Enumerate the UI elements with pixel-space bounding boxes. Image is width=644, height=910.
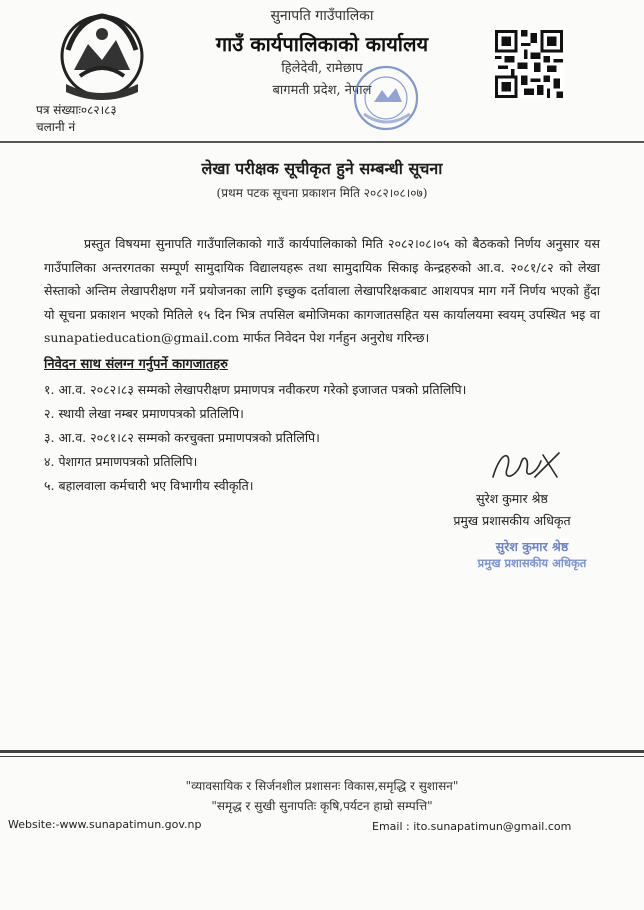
list-item: १. आ.व. २०८२।८३ सम्मको लेखापरीक्षण प्रमाणपत्र नवीकरण गरेको इजाजत पत्रको प्रतिलिपि।	[44, 382, 467, 397]
name-stamp: सुरेश कुमार श्रेष्ठ	[495, 539, 569, 554]
list-item: २. स्थायी लेखा नम्बर प्रमाणपत्रको प्रतिलिपि।	[44, 406, 244, 421]
post-stamp: प्रमुख प्रशासकीय अधिकृत	[477, 556, 587, 570]
footer-slogan-2: "समृद्ध र सुखी सुनापतिः कृषि,पर्यटन हाम्रो सम्पत्ति"	[211, 799, 433, 813]
municipality-name: सुनापति गाउँपालिका	[270, 8, 374, 24]
list-item: ५. बहालवाला कर्मचारी भए विभागीय स्वीकृति।	[44, 478, 254, 493]
letter-number: पत्र संख्याः०८२।८३	[36, 103, 117, 117]
dispatch-number: चलानी नं	[36, 120, 76, 134]
notice-title: लेखा परीक्षक सूचीकृत हुने सम्बन्धी सूचना	[201, 159, 443, 178]
reference-block	[36, 102, 117, 136]
office-seal-icon	[352, 64, 420, 132]
footer-website: Website:-www.sunapatimun.gov.np	[8, 818, 202, 831]
signatory-post: प्रमुख प्रशासकीय अधिकृत	[453, 513, 571, 528]
footer-divider-thin	[0, 756, 644, 757]
documents-list	[44, 380, 466, 500]
signature-icon	[487, 447, 567, 487]
office-province: बागमती प्रदेश, नेपाल	[272, 83, 372, 98]
footer-email: Email : ito.sunapatimun@gmail.com	[372, 820, 572, 833]
notice-subtitle: (प्रथम पटक सूचना प्रकाशन मिति २०८२।०८।०७)	[216, 186, 428, 200]
footer-slogan-1: "व्यावसायिक र सिर्जनशील प्रशासनः विकास,समृद्धि र सुशासन"	[185, 779, 459, 793]
header-divider	[0, 141, 644, 143]
signatory-name: सुरेश कुमार श्रेष्ठ	[476, 491, 548, 506]
office-name: गाउँ कार्यपालिकाको कार्यालय	[215, 32, 429, 56]
documents-heading: निवेदन साथ संलग्न गर्नुपर्ने कागजातहरु	[44, 357, 228, 372]
notice-body: प्रस्तुत विषयमा सुनापति गाउँपालिकाको गाउँ कार्यपालिकाको मिति २०८२।०८।०५ को बैठकको निर्णय अनुसार यस गाउँपालिका अन्तरगतका सम्पूर्ण सामुदायिक विद्यालयहरू तथा सामुदायिक सिकाइ केन्द्रहरुको आ.व. २०८१/८२ को लेखा सेस्ताको अन्तिम लेखापरीक्षण गर्ने प्रयोजनका लागि इच्छुक दर्तावाला लेखापरिक्षकबाट आशयपत्र माग गर्ने निर्णय भएको हुँदा यो सूचना प्रकाशन भएको मितिले १५ दिन भित्र तपसिल बमोजिमका कागजातसहित यस कार्यालयमा स्वयम् उपस्थित भइ वा sunapatieducation@gmail.com मार्फत निवेदन पेश गर्नहुन अनुरोध गरिन्छ।	[44, 236, 600, 345]
footer-divider	[0, 750, 644, 753]
office-location: हिलेदेवी, रामेछाप	[281, 61, 363, 76]
qr-code-icon	[495, 30, 563, 98]
list-item: ३. आ.व. २०८१।८२ सम्मको करचुक्ता प्रमाणपत्रको प्रतिलिपि।	[44, 430, 320, 445]
list-item: ४. पेशागत प्रमाणपत्रको प्रतिलिपि।	[44, 454, 198, 469]
